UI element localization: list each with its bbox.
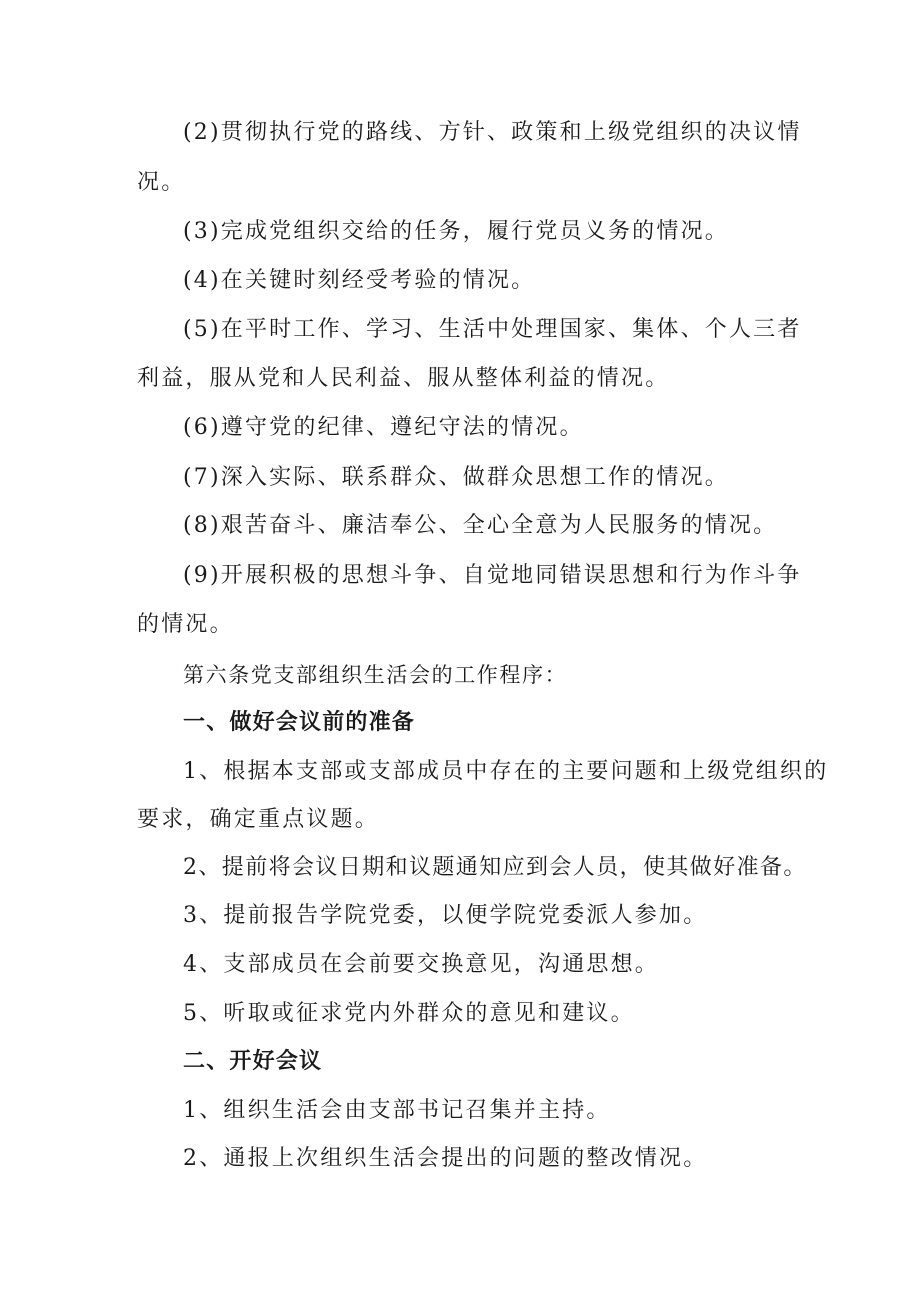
meeting-item-1: 1、组织生活会由支部书记召集并主持。 [183, 1098, 611, 1123]
prepare-item-3: 3、提前报告学院党委，以便学院党委派人参加。 [183, 903, 708, 928]
section-heading-meeting: 二、开好会议 [183, 1049, 323, 1074]
paragraph-item-7: (7)深入实际、联系群众、做群众思想工作的情况。 [183, 465, 729, 490]
prepare-item-4: 4、支部成员在会前要交换意见，沟通思想。 [183, 952, 659, 977]
prepare-item-2: 2、提前将会议日期和议题通知应到会人员，使其做好准备。 [183, 855, 807, 880]
paragraph-item-8: (8)艰苦奋斗、廉洁奉公、全心全意为人民服务的情况。 [183, 513, 778, 538]
paragraph-item-9-line-1: (9)开展积极的思想斗争、自觉地同错误思想和行为作斗争 [183, 563, 802, 588]
paragraph-item-2-line-1: (2)贯彻执行党的路线、方针、政策和上级党组织的决议情 [183, 120, 802, 145]
section-heading-prepare: 一、做好会议前的准备 [183, 710, 416, 735]
article-six-heading: 第六条党支部组织生活会的工作程序： [183, 663, 568, 687]
meeting-item-2: 2、通报上次组织生活会提出的问题的整改情况。 [183, 1146, 708, 1171]
paragraph-item-3: (3)完成党组织交给的任务，履行党员义务的情况。 [183, 219, 729, 244]
paragraph-item-4: (4)在关键时刻经受考验的情况。 [183, 268, 536, 293]
paragraph-item-9-line-2: 的情况。 [137, 612, 234, 637]
paragraph-item-5-line-1: (5)在平时工作、学习、生活中处理国家、集体、个人三者 [183, 317, 802, 342]
prepare-item-5: 5、听取或征求党内外群众的意见和建议。 [183, 1001, 635, 1026]
paragraph-item-5-line-2: 利益，服从党和人民利益、服从整体利益的情况。 [137, 366, 670, 391]
paragraph-item-6: (6)遵守党的纪律、遵纪守法的情况。 [183, 415, 584, 440]
prepare-item-1-line-1: 1、根据本支部或支部成员中存在的主要问题和上级党组织的 [183, 759, 829, 784]
paragraph-item-2-line-2: 况。 [137, 170, 186, 195]
prepare-item-1-line-2: 要求，确定重点议题。 [137, 807, 380, 832]
